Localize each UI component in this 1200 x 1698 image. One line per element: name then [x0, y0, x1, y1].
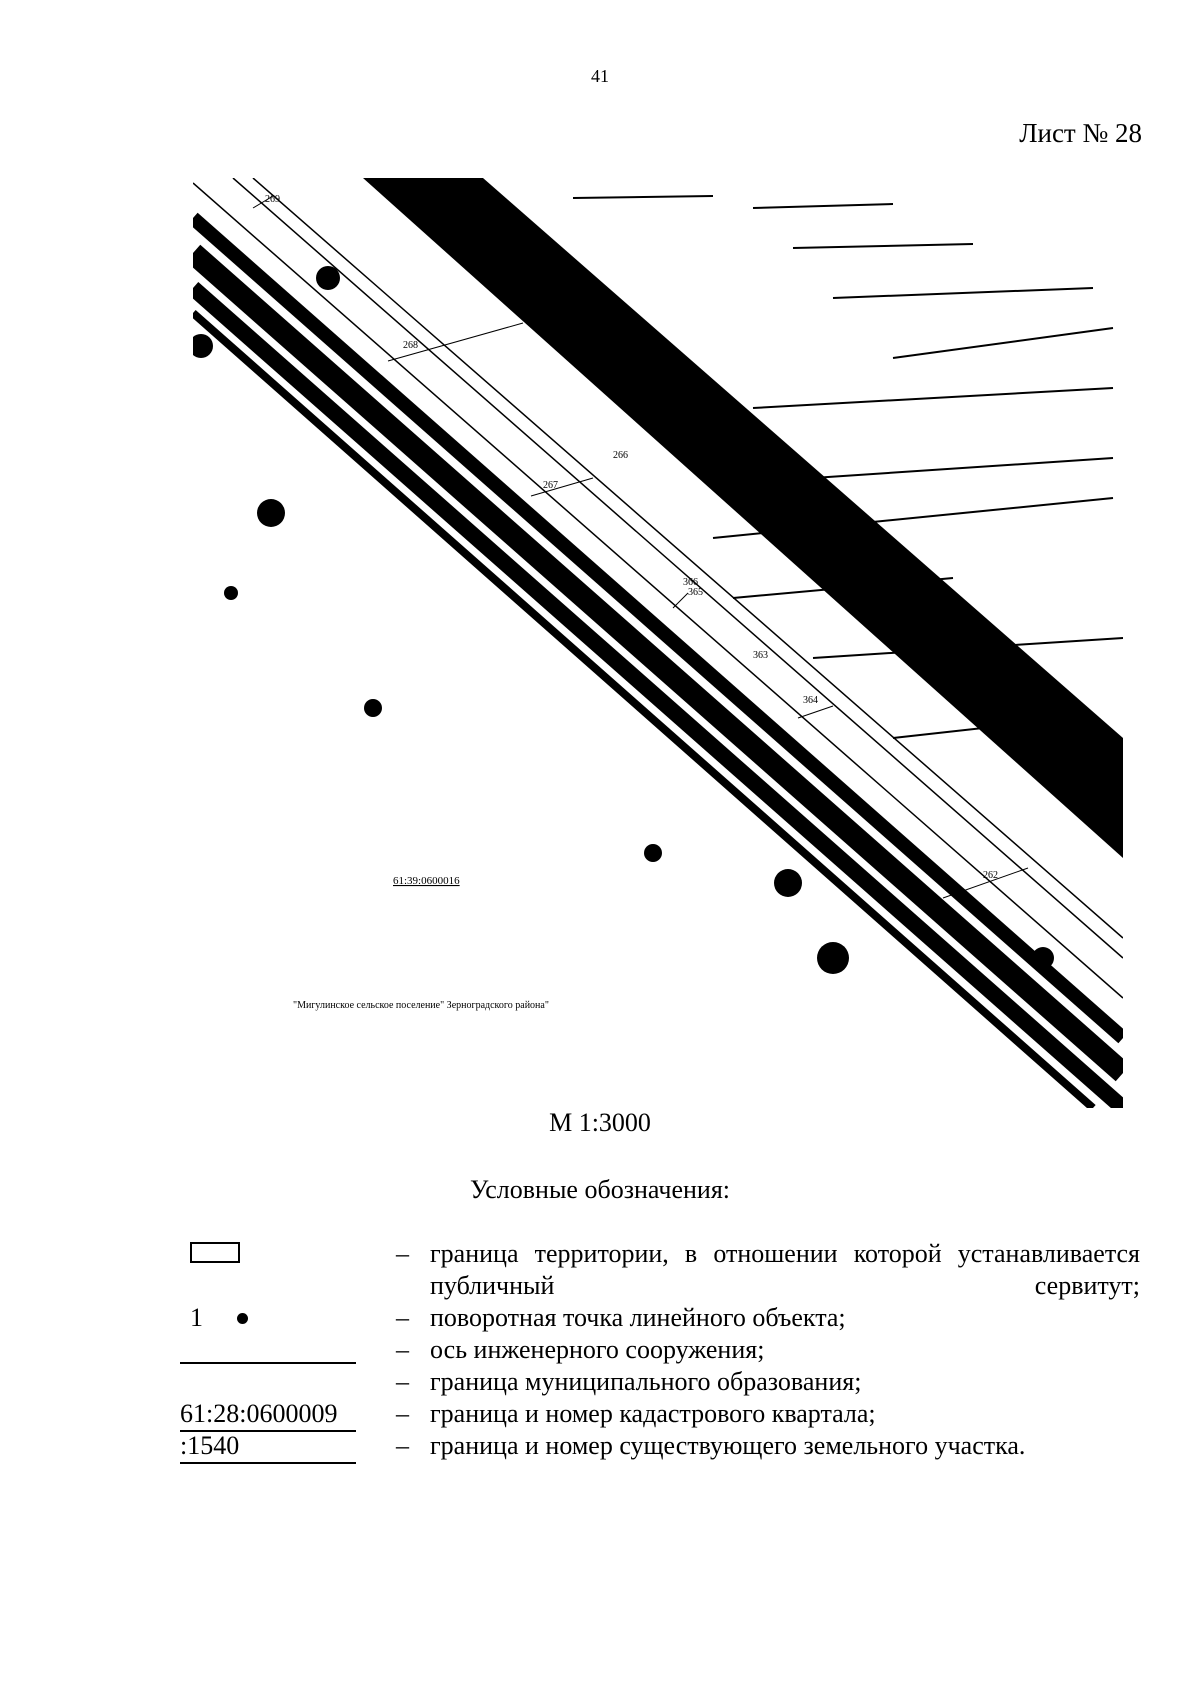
map-image	[193, 178, 1123, 1108]
legend-description: граница муниципального образования;	[430, 1367, 862, 1396]
point-label: 266	[613, 450, 628, 461]
legend-row	[180, 1398, 1140, 1430]
point-label: 267	[543, 480, 558, 491]
legend-dash: –	[396, 1431, 409, 1460]
point-label: 365	[688, 587, 703, 598]
land-plot-symbol: :1540	[180, 1430, 356, 1464]
point-label: 268	[403, 340, 418, 351]
point-label: 364	[803, 695, 818, 706]
legend-dash: –	[396, 1367, 409, 1396]
cadastral-label: 61:39:0600016	[393, 875, 460, 887]
legend-symbol	[180, 1238, 360, 1271]
legend-row	[180, 1238, 1140, 1302]
point-number: 1	[190, 1303, 203, 1332]
sheet-label: Лист № 28	[1019, 118, 1142, 148]
legend-description: граница и номер кадастрового квартала;	[430, 1399, 876, 1428]
legend-description: граница и номер существующего земельного участка.	[430, 1431, 1026, 1460]
legend-dash: –	[396, 1335, 409, 1364]
servitude-boundary-symbol	[190, 1242, 240, 1263]
legend-dash: –	[396, 1303, 409, 1332]
legend-row	[180, 1430, 1140, 1462]
legend-description: ось инженерного сооружения;	[430, 1335, 765, 1364]
legend-dash: –	[396, 1239, 409, 1268]
legend-row	[180, 1302, 1140, 1334]
legend-symbol	[180, 1398, 356, 1432]
legend	[180, 1238, 1140, 1462]
page-number: 41	[591, 66, 609, 86]
map-scale: М 1:3000	[549, 1108, 651, 1137]
cadastral-quarter-symbol: 61:28:0600009	[180, 1398, 356, 1432]
point-label: 269	[265, 194, 280, 205]
legend-dash: –	[396, 1399, 409, 1428]
point-label: 363	[753, 650, 768, 661]
municipality-label: "Мигулинское сельское поселение" Зерноградского района"	[293, 1000, 549, 1011]
legend-symbol	[180, 1302, 370, 1334]
legend-symbol	[180, 1430, 356, 1464]
point-label: 262	[983, 870, 998, 881]
turning-point-symbol	[237, 1313, 248, 1324]
legend-description: граница территории, в отношении которой устанавливается публичный сервитут;	[430, 1239, 1140, 1300]
municipality-boundary-symbol	[180, 1362, 356, 1364]
legend-description: поворотная точка линейного объекта;	[430, 1303, 846, 1332]
legend-title: Условные обозначения:	[469, 1175, 731, 1204]
legend-row	[180, 1366, 1140, 1398]
point-label: 366	[683, 577, 698, 588]
